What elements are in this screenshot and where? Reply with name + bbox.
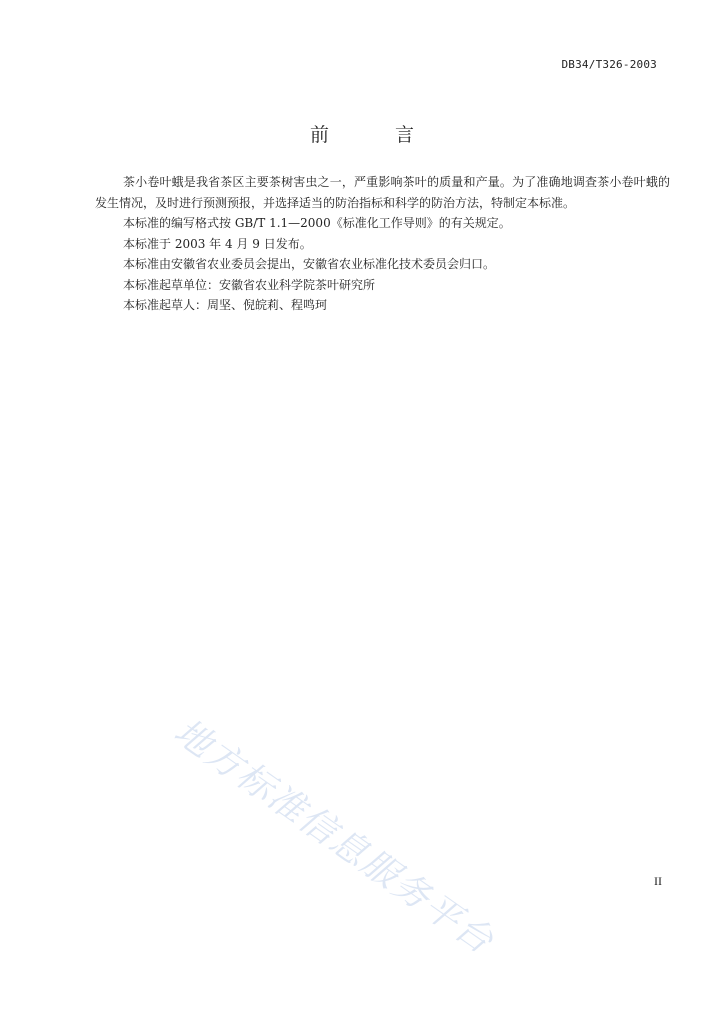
watermark-text: 地方标准信息服务平台: [166, 711, 502, 963]
foreword-body: [95, 172, 670, 316]
page-title-char-1: 前: [309, 124, 329, 146]
page-number: II: [654, 874, 662, 888]
paragraph-proposer: 本标准由安徽省农业委员会提出，安徽省农业标准化技术委员会归口。: [123, 257, 496, 271]
paragraph-release-date: 本标准于 2003 年 4 月 9 日发布。: [123, 236, 312, 251]
paragraph-drafting-unit: 本标准起草单位：安徽省农业科学院茶叶研究所: [123, 277, 376, 292]
paragraph-drafters: 本标准起草人：周坚、倪皖莉、程鸣珂: [123, 298, 328, 312]
document-code: DB34/T326-2003: [561, 58, 657, 71]
page-title: [0, 120, 724, 147]
paragraph-intro: 茶小卷叶蛾是我省茶区主要茶树害虫之一，严重影响茶叶的质量和产量。为了准确地调查茶小卷叶蛾的发生情况，及时进行预测预报，并选择适当的防治指标和科学的防治方法，特制定本标准。: [95, 175, 670, 210]
paragraph-format: 本标准的编写格式按 GB/T 1.1—2000《标准化工作导则》的有关规定。: [123, 216, 511, 230]
page-title-char-2: 言: [395, 124, 415, 146]
